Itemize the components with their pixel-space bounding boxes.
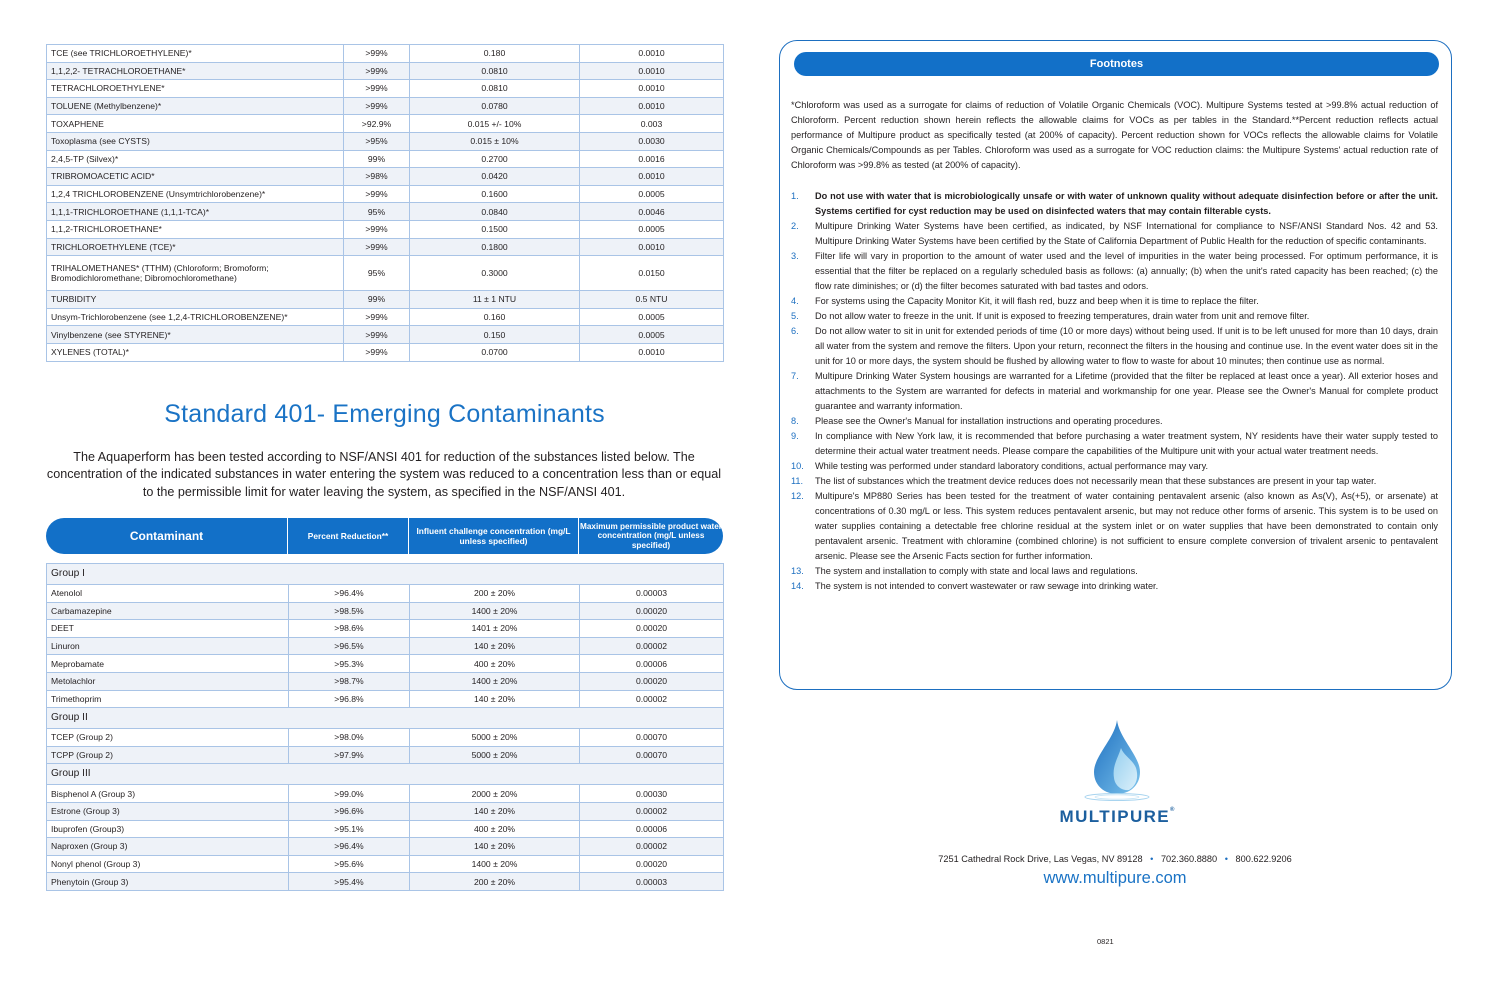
contaminant-cell: Phenytoin (Group 3) bbox=[47, 873, 289, 891]
influent-concentration-cell: 0.1800 bbox=[410, 238, 580, 256]
max-permissible-cell: 0.00070 bbox=[580, 746, 724, 764]
influent-concentration-cell: 5000 ± 20% bbox=[410, 729, 580, 747]
contact-line bbox=[880, 854, 1350, 864]
max-permissible-cell: 0.0150 bbox=[580, 256, 724, 291]
table-row bbox=[47, 132, 724, 150]
footnote-item bbox=[791, 429, 1438, 459]
influent-concentration-cell: 400 ± 20% bbox=[410, 655, 580, 673]
max-permissible-cell: 0.00020 bbox=[580, 672, 724, 690]
table-row bbox=[47, 256, 724, 291]
max-permissible-cell: 0.00020 bbox=[580, 855, 724, 873]
footnote-item bbox=[791, 189, 1438, 219]
table-row bbox=[47, 238, 724, 256]
separator-dot: • bbox=[1224, 854, 1228, 864]
brand-name: MULTIPURE bbox=[1059, 807, 1171, 826]
contaminant-cell: TETRACHLOROETHYLENE* bbox=[47, 80, 344, 98]
percent-reduction-cell: 99% bbox=[344, 150, 410, 168]
percent-reduction-cell: >99% bbox=[344, 238, 410, 256]
table-row bbox=[47, 785, 724, 803]
contaminant-cell: Bisphenol A (Group 3) bbox=[47, 785, 289, 803]
table-row bbox=[47, 838, 724, 856]
emerging-contaminants-table bbox=[46, 563, 724, 891]
footnotes-list bbox=[791, 189, 1438, 594]
percent-reduction-cell: >95.6% bbox=[289, 855, 410, 873]
footnote-item bbox=[791, 294, 1438, 309]
header-influent-concentration: Influent challenge concentration (mg/L unless specified) bbox=[409, 518, 579, 554]
footnote-item bbox=[791, 564, 1438, 579]
table-row bbox=[47, 45, 724, 63]
footnote-text: Multipure Drinking Water System housings are warranted for a Lifetime (provided that the filter be replaced at least once a year). All exterior hoses and attachments to the System are warranted for defects in material and workmanship for one year. Please see the Owner's Manual for complete product guarantee and warranty information. bbox=[815, 371, 1438, 411]
water-drop-icon bbox=[1082, 718, 1152, 803]
percent-reduction-cell: >99% bbox=[344, 308, 410, 326]
group-label: Group I bbox=[47, 564, 724, 585]
contaminant-cell: Meprobamate bbox=[47, 655, 289, 673]
table-row bbox=[47, 873, 724, 891]
influent-concentration-cell: 1400 ± 20% bbox=[410, 855, 580, 873]
max-permissible-cell: 0.0010 bbox=[580, 168, 724, 186]
footnote-item bbox=[791, 414, 1438, 429]
header-percent-reduction: Percent Reduction** bbox=[288, 518, 409, 554]
influent-concentration-cell: 400 ± 20% bbox=[410, 820, 580, 838]
footnote-text: In compliance with New York law, it is recommended that before purchasing a water treatment system, NY residents have their water supply tested to determine their actual water treatment needs. Please compare the capabilities of the Multipure unit with your actual water treatment needs. bbox=[815, 431, 1438, 456]
table-row bbox=[47, 185, 724, 203]
table-row bbox=[47, 729, 724, 747]
footnote-number: 11. bbox=[791, 476, 804, 486]
influent-concentration-cell: 1400 ± 20% bbox=[410, 672, 580, 690]
influent-concentration-cell: 0.160 bbox=[410, 308, 580, 326]
group-label: Group III bbox=[47, 764, 724, 785]
influent-concentration-cell: 0.0810 bbox=[410, 62, 580, 80]
max-permissible-cell: 0.00002 bbox=[580, 637, 724, 655]
table-row bbox=[47, 80, 724, 98]
contaminant-cell: Estrone (Group 3) bbox=[47, 802, 289, 820]
table-row bbox=[47, 802, 724, 820]
max-permissible-cell: 0.5 NTU bbox=[580, 291, 724, 309]
contaminant-cell: 1,1,1-TRICHLOROETHANE (1,1,1-TCA)* bbox=[47, 203, 344, 221]
emerging-table-body bbox=[47, 564, 724, 891]
percent-reduction-cell: >99% bbox=[344, 343, 410, 361]
contaminant-cell: TRIHALOMETHANES* (TTHM) (Chloroform; Bromoform; Bromodichloromethane; Dibromochloromethane) bbox=[47, 256, 344, 291]
percent-reduction-cell: 95% bbox=[344, 256, 410, 291]
percent-reduction-cell: 99% bbox=[344, 291, 410, 309]
phone-tollfree[interactable]: 800.622.9206 bbox=[1235, 854, 1292, 864]
footnote-number: 3. bbox=[791, 251, 799, 261]
percent-reduction-cell: 95% bbox=[344, 203, 410, 221]
group-row bbox=[47, 564, 724, 585]
table-row bbox=[47, 308, 724, 326]
percent-reduction-cell: >97.9% bbox=[289, 746, 410, 764]
percent-reduction-cell: >99% bbox=[344, 62, 410, 80]
contaminant-cell: TCPP (Group 2) bbox=[47, 746, 289, 764]
table-row bbox=[47, 326, 724, 344]
influent-concentration-cell: 0.015 ± 10% bbox=[410, 132, 580, 150]
percent-reduction-cell: >96.4% bbox=[289, 585, 410, 603]
percent-reduction-cell: >99.0% bbox=[289, 785, 410, 803]
table-row bbox=[47, 637, 724, 655]
contaminant-cell: TURBIDITY bbox=[47, 291, 344, 309]
max-permissible-cell: 0.00020 bbox=[580, 602, 724, 620]
footnote-number: 9. bbox=[791, 431, 799, 441]
influent-concentration-cell: 0.015 +/- 10% bbox=[410, 115, 580, 133]
influent-concentration-cell: 0.1600 bbox=[410, 185, 580, 203]
separator-dot: • bbox=[1150, 854, 1154, 864]
percent-reduction-cell: >98.0% bbox=[289, 729, 410, 747]
influent-concentration-cell: 0.0780 bbox=[410, 97, 580, 115]
max-permissible-cell: 0.0010 bbox=[580, 238, 724, 256]
max-permissible-cell: 0.0030 bbox=[580, 132, 724, 150]
table-row bbox=[47, 690, 724, 708]
footnote-item bbox=[791, 474, 1438, 489]
table-row bbox=[47, 602, 724, 620]
footnote-item bbox=[791, 219, 1438, 249]
contaminant-cell: Linuron bbox=[47, 637, 289, 655]
table-row bbox=[47, 672, 724, 690]
max-permissible-cell: 0.0016 bbox=[580, 150, 724, 168]
max-permissible-cell: 0.00006 bbox=[580, 820, 724, 838]
footnotes-intro: *Chloroform was used as a surrogate for claims of reduction of Volatile Organic Chemicals (VOC). Multipure Systems tested at >99.8% actual reduction of Chloroform. Percent reduction shown herein reflects the allowable claims for VOCs as per tables in the Standard.**Percent reduction reflects actual performance of Multipure product as specifically tested (at 200% of capacity). Percent reduction shown for VOCs reflects the allowable claims for Volatile Organic Chemicals/Compounds as per Tables. Chloroform was used as a surrogate for VOC reduction claims: the Multipure Systems' actual reduction rate of Chloroform was >99.8% as tested (at 200% of capacity). bbox=[791, 100, 1438, 170]
table-row bbox=[47, 291, 724, 309]
footnote-item bbox=[791, 459, 1438, 474]
table-row bbox=[47, 220, 724, 238]
table-row bbox=[47, 168, 724, 186]
percent-reduction-cell: >95% bbox=[344, 132, 410, 150]
footnote-number: 12. bbox=[791, 491, 804, 501]
influent-concentration-cell: 0.180 bbox=[410, 45, 580, 63]
contaminant-cell: Naproxen (Group 3) bbox=[47, 838, 289, 856]
table-row bbox=[47, 820, 724, 838]
footnote-number: 4. bbox=[791, 296, 799, 306]
influent-concentration-cell: 140 ± 20% bbox=[410, 690, 580, 708]
footnote-text: The system and installation to comply with state and local laws and regulations. bbox=[815, 566, 1138, 576]
footnotes-panel bbox=[779, 40, 1452, 690]
section-title: Standard 401- Emerging Contaminants bbox=[164, 400, 605, 428]
footnote-text: Please see the Owner's Manual for installation instructions and operating procedures. bbox=[815, 416, 1163, 426]
percent-reduction-cell: >98.7% bbox=[289, 672, 410, 690]
footnote-number: 5. bbox=[791, 311, 799, 321]
influent-concentration-cell: 200 ± 20% bbox=[410, 873, 580, 891]
influent-concentration-cell: 0.0700 bbox=[410, 343, 580, 361]
contaminant-cell: Metolachlor bbox=[47, 672, 289, 690]
table-row bbox=[47, 855, 724, 873]
footnote-item bbox=[791, 309, 1438, 324]
footnote-number: 1. bbox=[791, 191, 799, 201]
contaminant-cell: 1,1,2-TRICHLOROETHANE* bbox=[47, 220, 344, 238]
contaminant-cell: TOLUENE (Methylbenzene)* bbox=[47, 97, 344, 115]
percent-reduction-cell: >99% bbox=[344, 220, 410, 238]
group-row bbox=[47, 764, 724, 785]
max-permissible-cell: 0.0010 bbox=[580, 343, 724, 361]
max-permissible-cell: 0.0010 bbox=[580, 97, 724, 115]
percent-reduction-cell: >95.3% bbox=[289, 655, 410, 673]
percent-reduction-cell: >98.6% bbox=[289, 620, 410, 638]
max-permissible-cell: 0.0010 bbox=[580, 62, 724, 80]
max-permissible-cell: 0.0005 bbox=[580, 220, 724, 238]
influent-concentration-cell: 140 ± 20% bbox=[410, 802, 580, 820]
max-permissible-cell: 0.0046 bbox=[580, 203, 724, 221]
percent-reduction-cell: >99% bbox=[344, 97, 410, 115]
contaminant-cell: TOXAPHENE bbox=[47, 115, 344, 133]
footnote-text: Do not allow water to sit in unit for extended periods of time (10 or more days) without being used. If unit is to be left unused for more than 10 days, drain all water from the system and remove the filters. Upon your return, reconnect the filters in the housing and continue use. In the event water does sit in the unit for 10 or more days, the system should be flushed by allowing water to flow to waste for about 10 minutes; then continue use as normal. bbox=[815, 326, 1438, 366]
influent-concentration-cell: 140 ± 20% bbox=[410, 838, 580, 856]
percent-reduction-cell: >99% bbox=[344, 326, 410, 344]
max-permissible-cell: 0.00002 bbox=[580, 690, 724, 708]
footnote-item bbox=[791, 369, 1438, 414]
influent-concentration-cell: 0.0420 bbox=[410, 168, 580, 186]
influent-concentration-cell: 0.2700 bbox=[410, 150, 580, 168]
footnote-text: The system is not intended to convert wastewater or raw sewage into drinking water. bbox=[815, 581, 1159, 591]
footnote-number: 10. bbox=[791, 461, 804, 471]
table-row bbox=[47, 203, 724, 221]
footnote-number: 8. bbox=[791, 416, 799, 426]
footnote-text: Multipure's MP880 Series has been tested for the treatment of water containing pentavalent arsenic (also known as As(V), As(+5), or arsenate) at concentrations of 0.30 mg/L or less. This system reduces pentavalent arsenic, but may not reduce other forms of arsenic. This system is to be used on water supplies containing a detectable free chlorine residual at the system inlet or on water supplies that have been demonstrated to contain only pentavalent arsenic. Treatment with chloramine (combined chlorine) is not sufficient to ensure complete conversion of trivalent arsenic to pentavalent arsenic. Please see the Arsenic Facts section for further information. bbox=[815, 491, 1438, 561]
percent-reduction-cell: >92.9% bbox=[344, 115, 410, 133]
percent-reduction-cell: >96.4% bbox=[289, 838, 410, 856]
influent-concentration-cell: 140 ± 20% bbox=[410, 637, 580, 655]
influent-concentration-cell: 0.150 bbox=[410, 326, 580, 344]
percent-reduction-cell: >96.6% bbox=[289, 802, 410, 820]
table-row bbox=[47, 620, 724, 638]
max-permissible-cell: 0.00070 bbox=[580, 729, 724, 747]
header-max-permissible: Maximum permissible product water concentration (mg/L unless specified) bbox=[580, 521, 722, 550]
contaminant-cell: Trimethoprim bbox=[47, 690, 289, 708]
max-permissible-cell: 0.00002 bbox=[580, 802, 724, 820]
percent-reduction-cell: >95.1% bbox=[289, 820, 410, 838]
footnote-item bbox=[791, 489, 1438, 564]
max-permissible-cell: 0.0005 bbox=[580, 308, 724, 326]
contaminant-cell: Ibuprofen (Group3) bbox=[47, 820, 289, 838]
max-permissible-cell: 0.0005 bbox=[580, 326, 724, 344]
voc-reduction-table bbox=[46, 44, 724, 362]
influent-concentration-cell: 11 ± 1 NTU bbox=[410, 291, 580, 309]
table-row bbox=[47, 343, 724, 361]
influent-concentration-cell: 5000 ± 20% bbox=[410, 746, 580, 764]
footnote-item bbox=[791, 579, 1438, 594]
percent-reduction-cell: >95.4% bbox=[289, 873, 410, 891]
max-permissible-cell: 0.00003 bbox=[580, 585, 724, 603]
table-row bbox=[47, 150, 724, 168]
contaminant-cell: TCEP (Group 2) bbox=[47, 729, 289, 747]
address: 7251 Cathedral Rock Drive, Las Vegas, NV 89128 bbox=[938, 854, 1143, 864]
multipure-logo bbox=[1052, 718, 1182, 830]
contaminant-cell: Atenolol bbox=[47, 585, 289, 603]
max-permissible-cell: 0.00030 bbox=[580, 785, 724, 803]
footnotes-title: Footnotes bbox=[794, 52, 1439, 76]
influent-concentration-cell: 200 ± 20% bbox=[410, 585, 580, 603]
influent-concentration-cell: 0.3000 bbox=[410, 256, 580, 291]
contaminant-cell: XYLENES (TOTAL)* bbox=[47, 343, 344, 361]
footnote-text: Do not allow water to freeze in the unit. If unit is exposed to freezing temperatures, drain water from unit and remove filter. bbox=[815, 311, 1310, 321]
contaminant-cell: 1,2,4 TRICHLOROBENZENE (Unsymtrichlorobenzene)* bbox=[47, 185, 344, 203]
contaminant-cell: Toxoplasma (see CYSTS) bbox=[47, 132, 344, 150]
group-row bbox=[47, 708, 724, 729]
table-row bbox=[47, 62, 724, 80]
registered-mark: ® bbox=[1170, 807, 1175, 813]
table-row bbox=[47, 115, 724, 133]
contaminant-cell: TCE (see TRICHLOROETHYLENE)* bbox=[47, 45, 344, 63]
website-link[interactable]: www.multipure.com bbox=[1043, 869, 1187, 887]
influent-concentration-cell: 0.0810 bbox=[410, 80, 580, 98]
percent-reduction-cell: >99% bbox=[344, 80, 410, 98]
footnote-item bbox=[791, 249, 1438, 294]
max-permissible-cell: 0.0010 bbox=[580, 80, 724, 98]
max-permissible-cell: 0.00002 bbox=[580, 838, 724, 856]
contaminant-cell: Carbamazepine bbox=[47, 602, 289, 620]
max-permissible-cell: 0.00006 bbox=[580, 655, 724, 673]
document-code: 0821 bbox=[1097, 937, 1114, 946]
contaminant-cell: Unsym-Trichlorobenzene (see 1,2,4-TRICHLOROBENZENE)* bbox=[47, 308, 344, 326]
influent-concentration-cell: 1400 ± 20% bbox=[410, 602, 580, 620]
max-permissible-cell: 0.003 bbox=[580, 115, 724, 133]
footnote-item bbox=[791, 324, 1438, 369]
footnote-text: Multipure Drinking Water Systems have been certified, as indicated, by NSF International for compliance to NSF/ANSI Standard Nos. 42 and 53. Multipure Drinking Water Systems have been certified by the State of California Department of Public Health for the reduction of specific contaminants. bbox=[815, 221, 1438, 246]
footnote-number: 2. bbox=[791, 221, 799, 231]
footnote-text: While testing was performed under standard laboratory conditions, actual performance may vary. bbox=[815, 461, 1209, 471]
percent-reduction-cell: >98% bbox=[344, 168, 410, 186]
table-row bbox=[47, 746, 724, 764]
percent-reduction-cell: >96.8% bbox=[289, 690, 410, 708]
percent-reduction-cell: >99% bbox=[344, 185, 410, 203]
group-label: Group II bbox=[47, 708, 724, 729]
footnote-text: For systems using the Capacity Monitor Kit, it will flash red, buzz and beep when it is time to replace the filter. bbox=[815, 296, 1259, 306]
contaminant-cell: 1,1,2,2- TETRACHLOROETHANE* bbox=[47, 62, 344, 80]
header-contaminant: Contaminant bbox=[46, 518, 288, 554]
contaminant-cell: TRICHLOROETHYLENE (TCE)* bbox=[47, 238, 344, 256]
max-permissible-cell: 0.0005 bbox=[580, 185, 724, 203]
influent-concentration-cell: 2000 ± 20% bbox=[410, 785, 580, 803]
brand-wordmark bbox=[1052, 807, 1182, 827]
table-row bbox=[47, 585, 724, 603]
section-intro: The Aquaperform has been tested according to NSF/ANSI 401 for reduction of the substances listed below. The concentration of the indicated substances in water entering the system was reduced to a concentration less than or equal to the permissible limit for water leaving the system, as specified in the NSF/ANSI 401. bbox=[46, 450, 722, 499]
percent-reduction-cell: >96.5% bbox=[289, 637, 410, 655]
footnote-number: 14. bbox=[791, 581, 804, 591]
influent-concentration-cell: 1401 ± 20% bbox=[410, 620, 580, 638]
max-permissible-cell: 0.00020 bbox=[580, 620, 724, 638]
max-permissible-cell: 0.0010 bbox=[580, 45, 724, 63]
contaminant-cell: DEET bbox=[47, 620, 289, 638]
percent-reduction-cell: >99% bbox=[344, 45, 410, 63]
contaminant-cell: 2,4,5-TP (Silvex)* bbox=[47, 150, 344, 168]
footnote-number: 13. bbox=[791, 566, 804, 576]
contaminant-cell: TRIBROMOACETIC ACID* bbox=[47, 168, 344, 186]
voc-table-body bbox=[47, 45, 724, 362]
footnote-text: Filter life will vary in proportion to the amount of water used and the level of impurities in the water being processed. For optimum performance, it is essential that the filter be replaced on a regularly scheduled basis as follows: (a) annually; (b) when the unit's rated capacity has been reached; (c) the flow rate diminishes; or (d) the filter becomes saturated with bad tastes and odors. bbox=[815, 251, 1438, 291]
table-row bbox=[47, 97, 724, 115]
footnote-text: Do not use with water that is microbiologically unsafe or with water of unknown quality without adequate disinfection before or after the unit. Systems certified for cyst reduction may be used on disinfected waters that may contain filterable cysts. bbox=[815, 191, 1438, 216]
phone-local[interactable]: 702.360.8880 bbox=[1160, 854, 1218, 864]
percent-reduction-cell: >98.5% bbox=[289, 602, 410, 620]
table-row bbox=[47, 655, 724, 673]
footnote-text: The list of substances which the treatment device reduces does not necessarily mean that these substances are present in your tap water. bbox=[815, 476, 1377, 486]
max-permissible-cell: 0.00003 bbox=[580, 873, 724, 891]
contaminant-cell: Vinylbenzene (see STYRENE)* bbox=[47, 326, 344, 344]
influent-concentration-cell: 0.0840 bbox=[410, 203, 580, 221]
influent-concentration-cell: 0.1500 bbox=[410, 220, 580, 238]
contaminant-cell: Nonyl phenol (Group 3) bbox=[47, 855, 289, 873]
emerging-table-header bbox=[46, 518, 723, 554]
footnote-number: 7. bbox=[791, 371, 799, 381]
footnote-number: 6. bbox=[791, 326, 799, 336]
